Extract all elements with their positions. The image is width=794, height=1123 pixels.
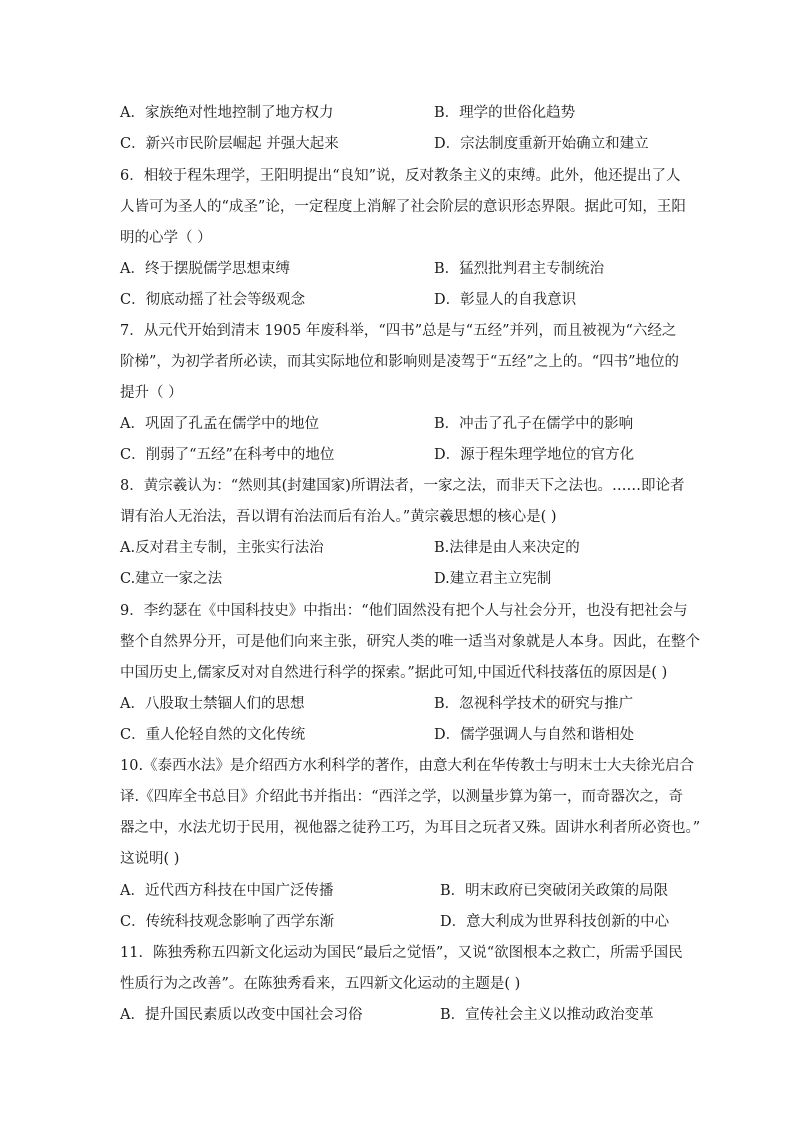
q6-stem-line-3: 明的心学（ ）: [120, 230, 212, 246]
q7-stem-line-3: 提升（ ）: [120, 385, 183, 401]
q8-option-b: B.法律是由人来决定的: [434, 540, 580, 556]
q7-option-b: B．冲击了孔子在儒学中的影响: [434, 416, 634, 432]
q6-option-d: D．彰显人的自我意识: [434, 292, 577, 308]
q6-option-row-1: [120, 259, 680, 279]
q9-option-b: B．忽视科学技术的研究与推广: [434, 696, 634, 712]
q9-option-row-2: [120, 725, 680, 745]
q7-stem-line-2: 阶梯”，为初学者所必读，而其实际地位和影响则是凌驾于“五经”之上的。“四书”地位的: [120, 354, 680, 370]
q8-option-row-1: [120, 538, 680, 558]
q9-stem-line-3: 中国历史上,儒家反对对自然进行科学的探索。”据此可知,中国近代科技落伍的原因是( ): [120, 665, 668, 681]
q5-option-row-1: [120, 103, 680, 123]
q5-option-a: A．家族绝对性地控制了地方权力: [120, 105, 334, 121]
q5-option-row-2: [120, 134, 680, 154]
q6-stem-line-1: 6．相较于程朱理学，王阳明提出“良知”说，反对教条主义的束缚。此外，他还提出了人: [120, 168, 681, 184]
q5-option-c: C．新兴市民阶层崛起 并强大起来: [120, 136, 339, 152]
q8-stem-line-1: 8．黄宗羲认为：“然则其(封建国家)所谓法者，一家之法，而非天下之法也。……即论者: [120, 478, 685, 494]
q10-stem-line-4: 这说明( ): [120, 851, 180, 867]
q10-option-b: B．明末政府已突破闭关政策的局限: [440, 883, 669, 899]
q6-option-b: B．猛烈批判君主专制统治: [434, 261, 605, 277]
q6-option-a: A．终于摆脱儒学思想束缚: [120, 261, 290, 277]
q9-option-d: D．儒学强调人与自然和谐相处: [434, 727, 635, 743]
q6-option-c: C．彻底动摇了社会等级观念: [120, 292, 306, 308]
q6-stem-line-2: 人皆可为圣人的“成圣”论，一定程度上消解了社会阶层的意识形态界限。据此可知，王阳: [120, 199, 686, 215]
q11-option-a: A．提升国民素质以改变中国社会习俗: [120, 1007, 363, 1023]
q11-option-b: B．宣传社会主义以推动政治变革: [440, 1007, 654, 1023]
q5-option-b: B．理学的世俗化趋势: [434, 105, 576, 121]
q10-stem-line-2: 译.《四库全书总目》介绍此书并指出：“西洋之学，以测量步算为第一，而奇器次之，奇: [120, 789, 684, 805]
q7-option-a: A．巩固了孔孟在儒学中的地位: [120, 416, 319, 432]
q9-stem-line-1: 9．李约瑟在《中国科技史》中指出：“他们固然没有把个人与社会分开，也没有把社会与: [120, 603, 688, 619]
q10-option-d: D．意大利成为世界科技创新的中心: [440, 914, 670, 930]
q10-stem-line-1: 10.《泰西水法》是介绍西方水利科学的著作，由意大利在华传教士与明末士大夫徐光启合: [120, 758, 695, 774]
q11-stem-line-1: 11．陈独秀称五四新文化运动为国民“最后之觉悟”，又说“欲图根本之救亡，所需乎国民: [120, 945, 683, 961]
q11-stem-line-2: 性质行为之改善”。在陈独秀看来，五四新文化运动的主题是( ): [120, 976, 521, 992]
q9-option-row-1: [120, 694, 680, 714]
q7-option-d: D．源于程朱理学地位的官方化: [434, 447, 635, 463]
q5-option-d: D．宗法制度重新开始确立和建立: [434, 136, 649, 152]
q6-option-row-2: [120, 290, 680, 310]
q10-option-c: C．传统科技观念影响了西学东渐: [120, 914, 335, 930]
q9-option-c: C．重人伦轻自然的文化传统: [120, 727, 306, 743]
q8-stem-line-2: 谓有治人无治法，吾以谓有治法而后有治人。”黄宗羲思想的核心是( ): [120, 509, 557, 525]
q8-option-c: C.建立一家之法: [120, 571, 223, 587]
q8-option-d: D.建立君主立宪制: [434, 571, 552, 587]
q7-stem-line-1: 7．从元代开始到清末 1905 年废科举，“四书”总是与“五经”并列，而且被视为“六经之: [120, 323, 677, 339]
q10-stem-line-3: 器之中，水法尤切于民用，视他器之徒矜工巧，为耳目之玩者又殊。固讲水利者所必资也。”: [120, 820, 701, 836]
q7-option-row-2: [120, 445, 680, 465]
q10-option-row-2: [120, 912, 680, 932]
q10-option-a: A．近代西方科技在中国广泛传播: [120, 883, 334, 899]
q11-option-row-1: [120, 1005, 680, 1025]
q8-option-row-2: [120, 569, 680, 589]
q10-option-row-1: [120, 881, 680, 901]
q8-option-a: A.反对君主专制，主张实行法治: [120, 540, 324, 556]
q7-option-row-1: [120, 414, 680, 434]
q7-option-c: C．削弱了“五经”在科考中的地位: [120, 447, 335, 463]
q9-stem-line-2: 整个自然界分开，可是他们向来主张，研究人类的唯一适当对象就是人本身。因此，在整个: [120, 634, 700, 650]
q9-option-a: A．八股取士禁锢人们的思想: [120, 696, 305, 712]
